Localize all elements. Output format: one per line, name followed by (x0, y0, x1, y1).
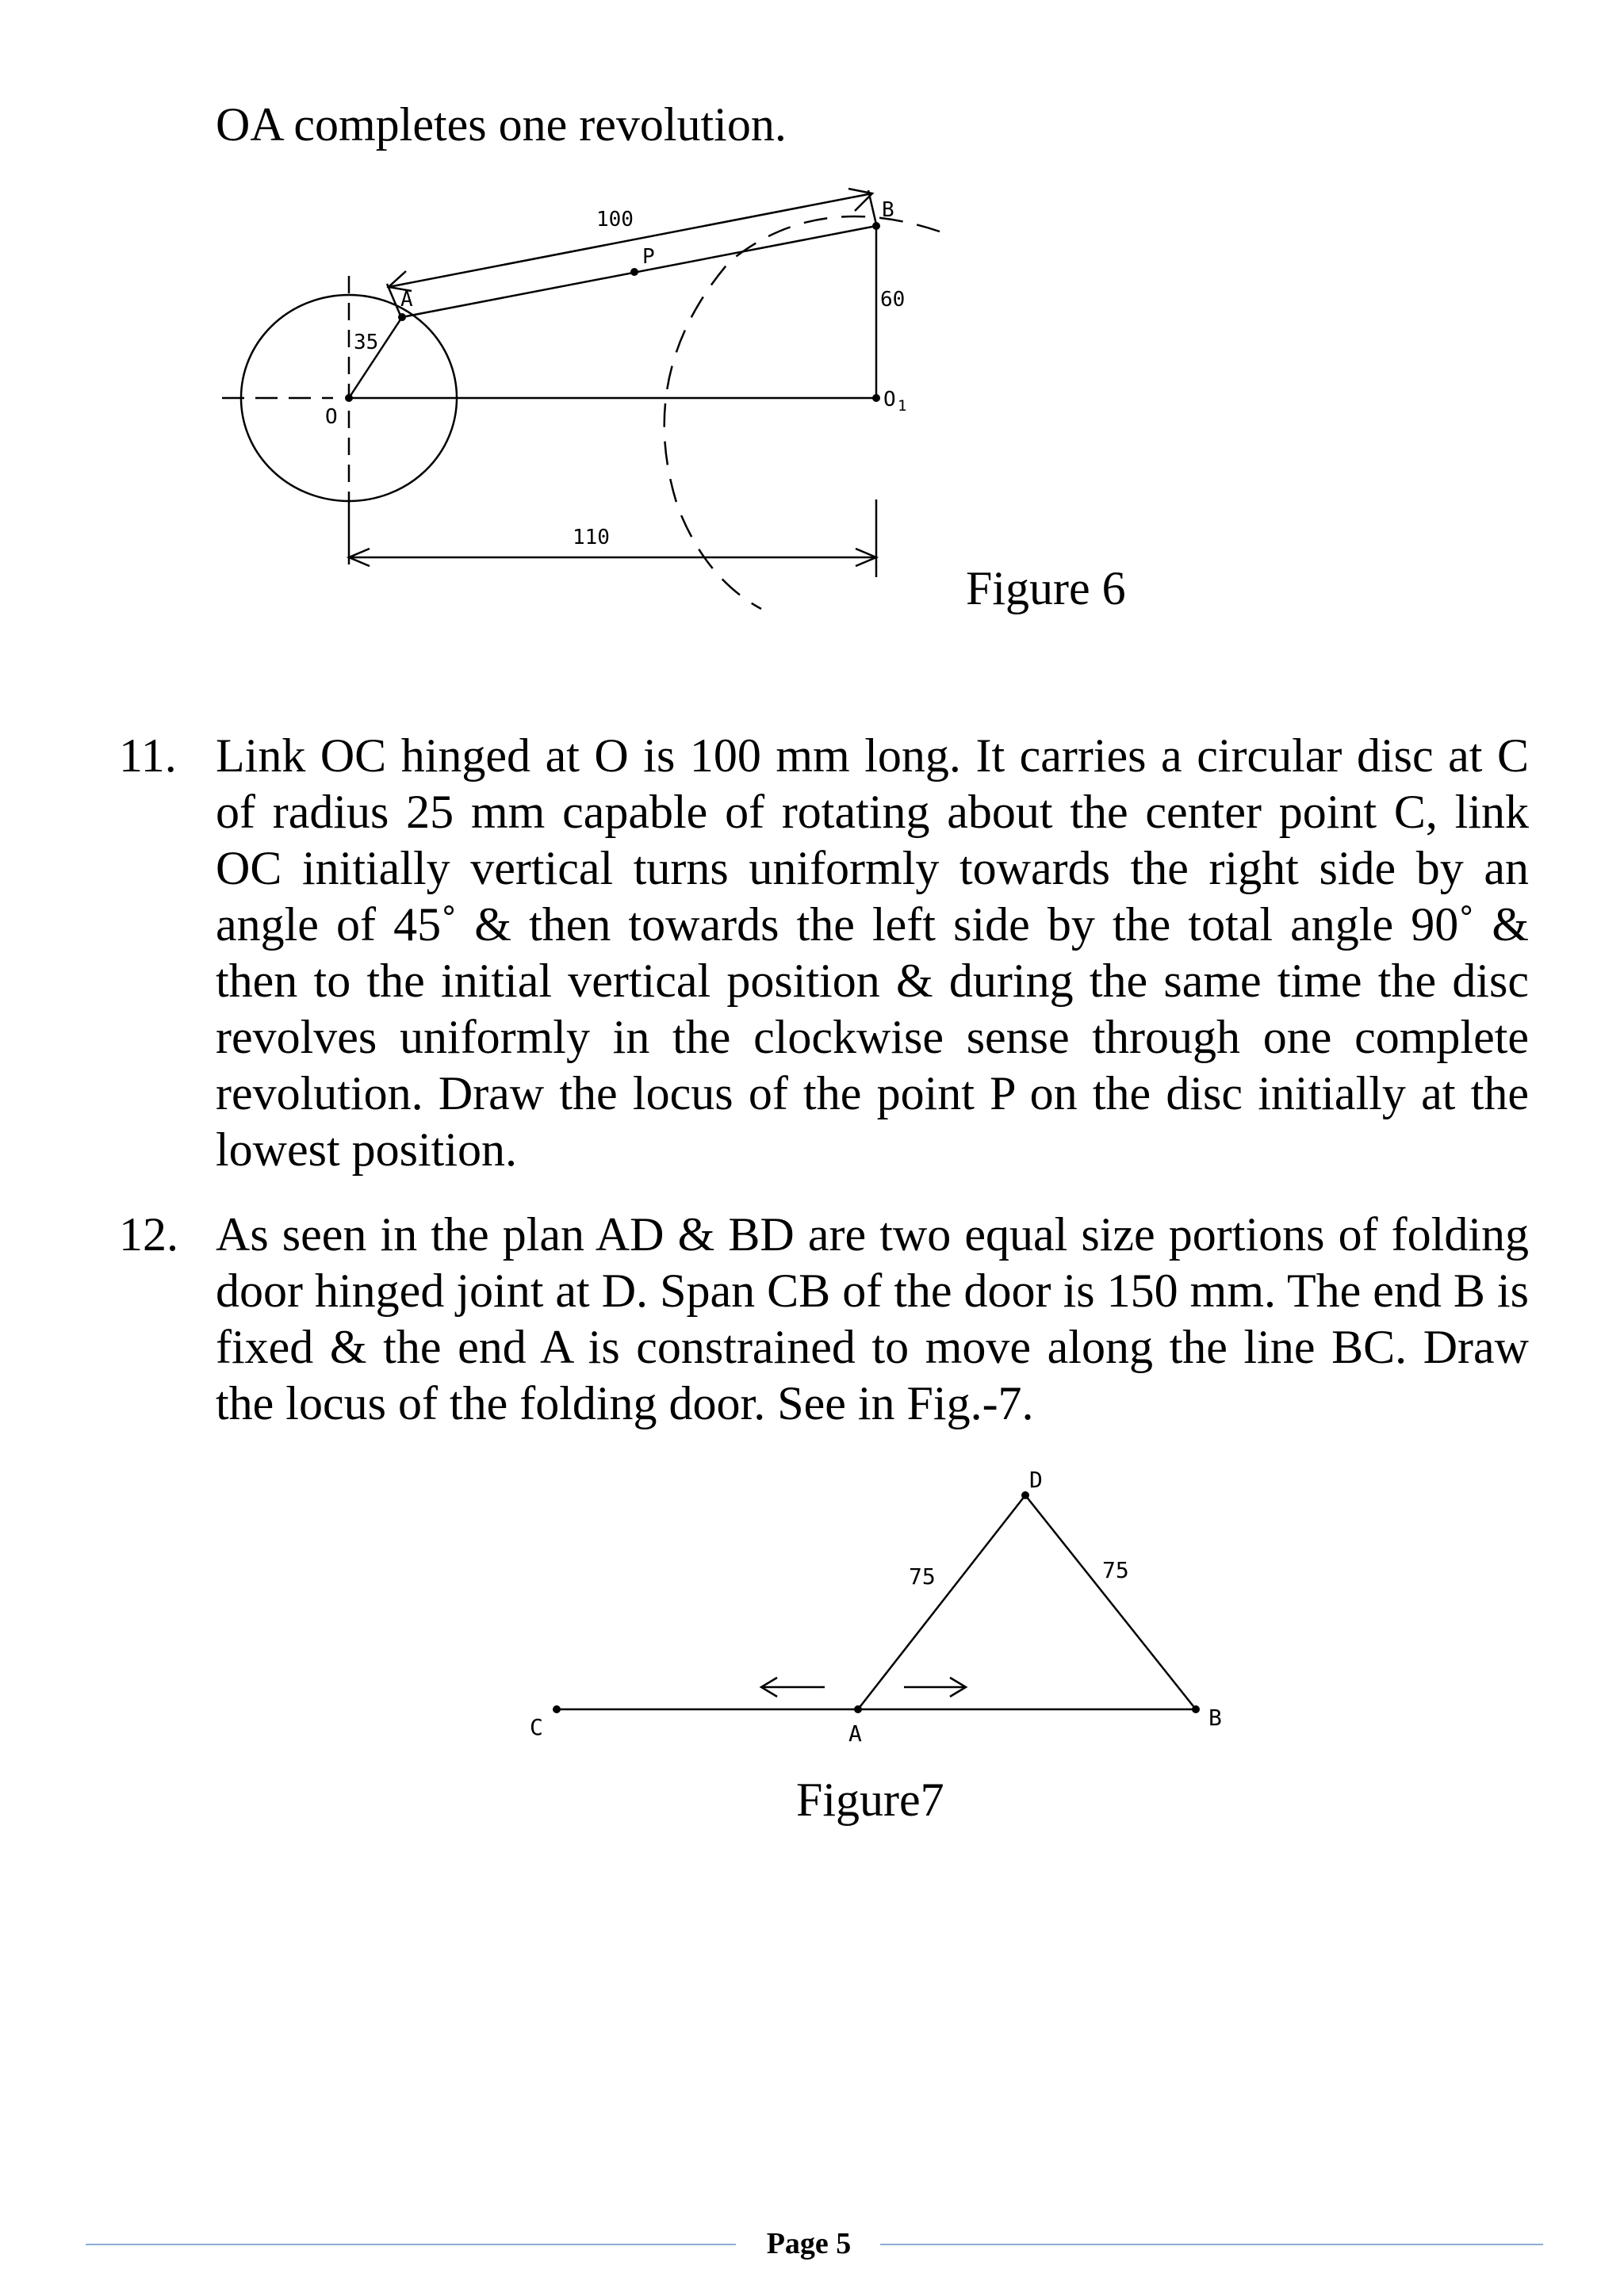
point-a7 (854, 1705, 862, 1713)
intro-line: OA completes one revolution. (216, 98, 787, 151)
label-110: 110 (573, 526, 610, 549)
label-60: 60 (880, 288, 906, 312)
label-35: 35 (354, 331, 379, 354)
label-o1: O (883, 388, 896, 411)
point-b7 (1192, 1705, 1200, 1713)
footer-rule-left (86, 2244, 736, 2245)
label-o: O (325, 405, 338, 429)
door-ad (858, 1495, 1025, 1709)
page-footer (0, 2226, 1624, 2258)
label-o1-sub: 1 (898, 397, 907, 415)
label-a: A (400, 288, 413, 312)
label-d: D (1029, 1467, 1043, 1493)
label-75-bd: 75 (1102, 1557, 1129, 1583)
label-b7: B (1208, 1705, 1222, 1731)
label-p: P (642, 245, 655, 269)
label-b: B (882, 198, 894, 222)
label-a7: A (848, 1720, 862, 1747)
label-c: C (530, 1714, 543, 1740)
problem-11-text: Link OC hinged at O is 100 mm long. It carries a circular disc at C of radius 25 mm capable of rotating about the center point C, link OC initially vertical turns uniformly towards the right side by an angle of 45˚ & then towards the left side by the total angle 90˚ & then to the initial vertical position & during the same time the disc revolves uniformly in the clockwise sense through one complete revolution. Draw the locus of the point P on the disc initially at the lowest position. (216, 729, 1529, 1176)
label-100: 100 (596, 208, 634, 232)
problem-11-number: 11. (119, 729, 177, 782)
point-c (553, 1705, 561, 1713)
label-75-ad: 75 (909, 1563, 936, 1590)
footer-rule-right (880, 2244, 1543, 2245)
problem-12-text: As seen in the plan AD & BD are two equal size portions of folding door hinged joint at D. Span CB of the door is 150 mm. The end B is fixed & the end A is constrained to move along the line BC. Draw the locus of the folding door. See in Fig.-7. (216, 1208, 1529, 1429)
problem-12-number: 12. (119, 1208, 178, 1261)
point-d (1021, 1491, 1029, 1499)
figure-6-caption: Figure 6 (966, 562, 1126, 614)
page-number: Page 5 (766, 2227, 852, 2260)
figure-7-caption: Figure7 (796, 1774, 944, 1826)
door-bd (1025, 1495, 1196, 1709)
